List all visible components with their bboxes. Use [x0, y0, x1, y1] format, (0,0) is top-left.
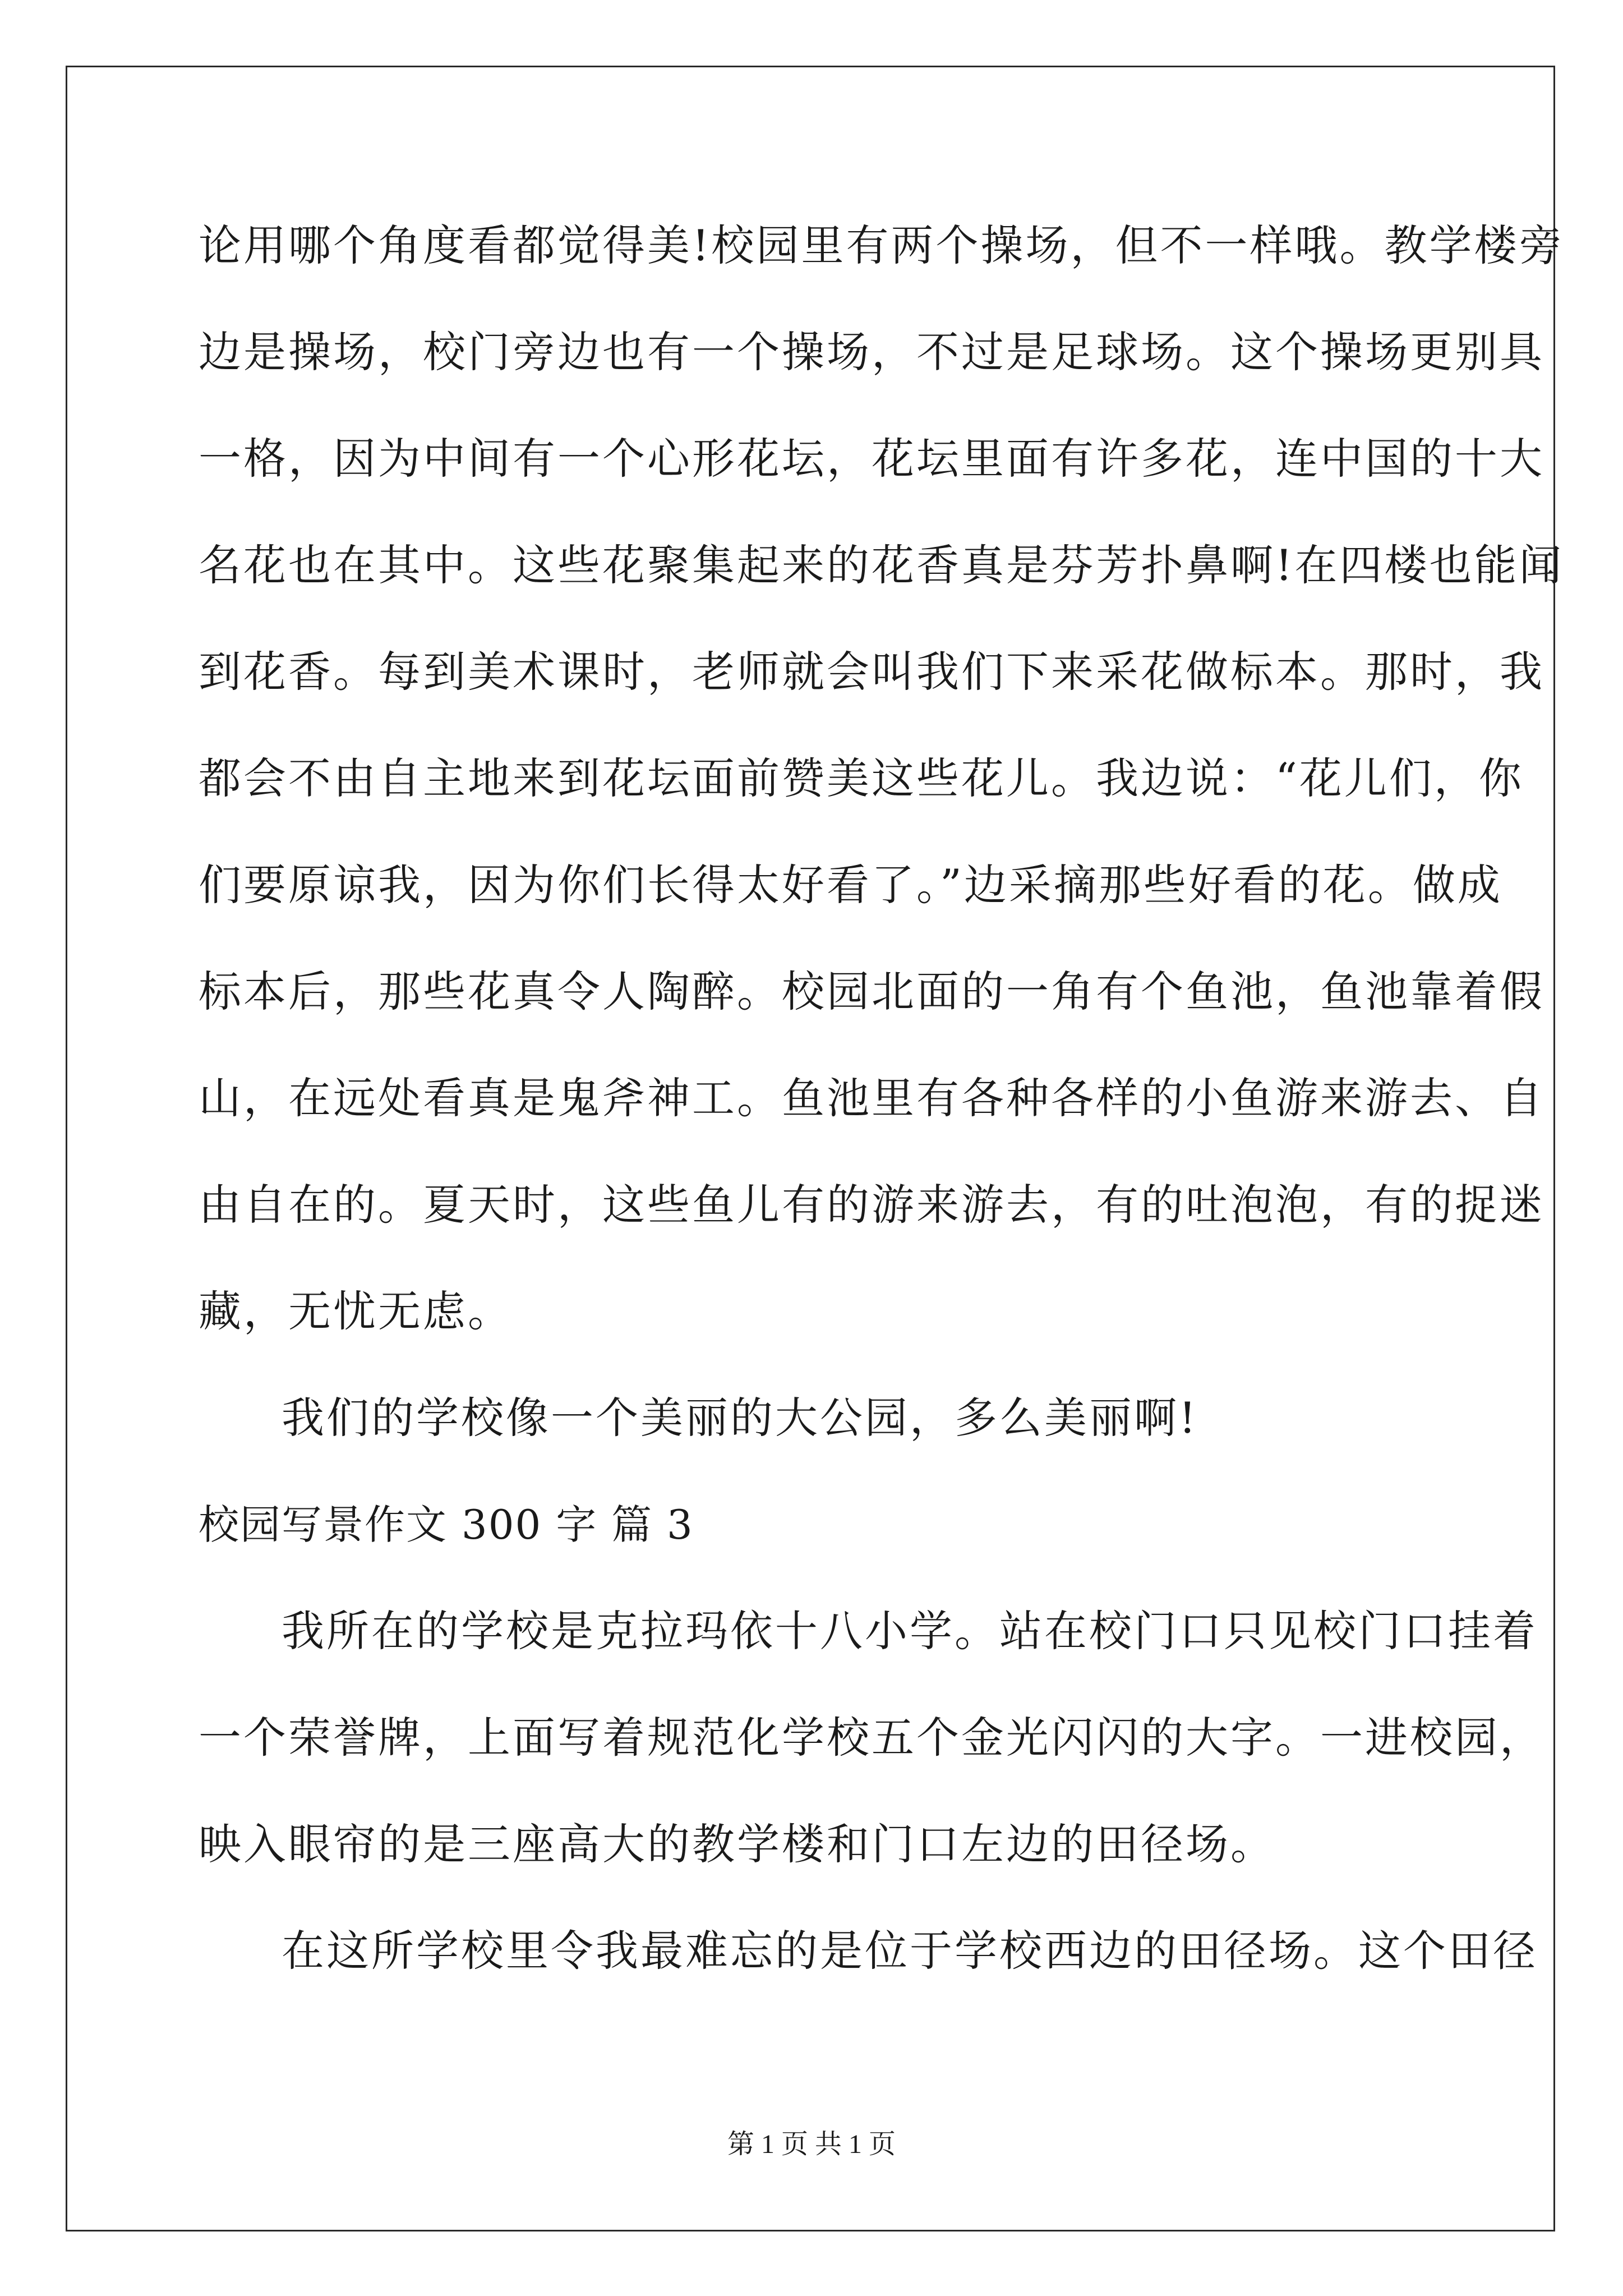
body-line: 一个荣誉牌，上面写着规范化学校五个金光闪闪的大字。一进校园， — [199, 1713, 1544, 1763]
body-line: 到花香。每到美术课时，老师就会叫我们下来采花做标本。那时，我 — [199, 647, 1544, 697]
page-border — [66, 66, 1555, 2231]
body-line: 边是操场，校门旁边也有一个操场，不过是足球场。这个操场更别具 — [199, 327, 1544, 377]
body-line: 论用哪个角度看都觉得美!校园里有两个操场，但不一样哦。教学楼旁 — [199, 220, 1564, 270]
body-line: 在这所学校里令我最难忘的是位于学校西边的田径场。这个田径 — [282, 1926, 1538, 1976]
body-line: 我们的学校像一个美丽的大公园，多么美丽啊! — [282, 1393, 1198, 1443]
body-line: 映入眼帘的是三座高大的教学楼和门口左边的田径场。 — [199, 1819, 1275, 1869]
page-footer: 第 1 页 共 1 页 — [727, 2129, 896, 2159]
body-line: 山，在远处看真是鬼斧神工。鱼池里有各种各样的小鱼游来游去、自 — [199, 1073, 1544, 1123]
body-line: 由自在的。夏天时，这些鱼儿有的游来游去，有的吐泡泡，有的捉迷 — [199, 1180, 1544, 1230]
body-line: 一格，因为中间有一个心形花坛，花坛里面有许多花，连中国的十大 — [199, 434, 1544, 484]
body-line: 我所在的学校是克拉玛依十八小学。站在校门口只见校门口挂着 — [282, 1606, 1538, 1656]
body-line: 标本后，那些花真令人陶醉。校园北面的一角有个鱼池，鱼池靠着假 — [199, 967, 1544, 1016]
body-line: 藏，无忧无虑。 — [199, 1286, 513, 1336]
body-line: 们要原谅我，因为你们长得太好看了。”边采摘那些好看的花。做成 — [199, 860, 1502, 910]
section-heading: 校园写景作文 300 字 篇 3 — [199, 1501, 694, 1548]
body-line: 名花也在其中。这些花聚集起来的花香真是芬芳扑鼻啊!在四楼也能闻 — [199, 540, 1564, 590]
body-line: 都会不由自主地来到花坛面前赞美这些花儿。我边说：“花儿们，你 — [199, 753, 1524, 803]
